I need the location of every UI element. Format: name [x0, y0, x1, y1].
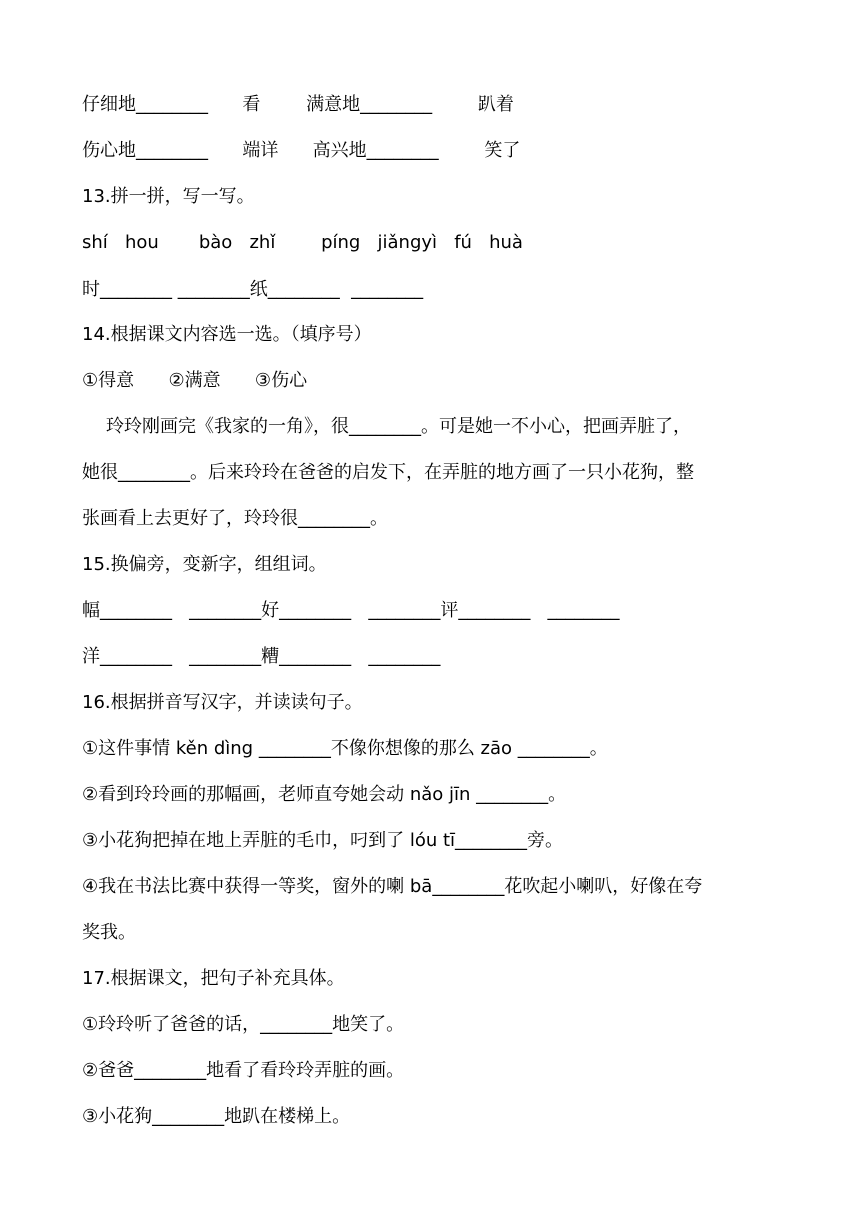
question-15-row-1: 幅________ ________好________ ________评________ ________ — [82, 600, 620, 621]
line-adverb-pairs-2: 伤心地________ 端详 高兴地________ 笑了 — [82, 140, 521, 161]
question-16-item-1: ①这件事情 kěn dìng ________不像你想像的那么 zāo ________。 — [82, 738, 608, 759]
question-17-heading: 17.根据课文，把句子补充具体。 — [82, 968, 345, 989]
line-adverb-pairs-1: 仔细地________ 看 满意地________ 趴着 — [82, 94, 514, 115]
question-13-blanks: 时________ ________纸________ ________ — [82, 279, 424, 300]
question-14-passage-line-2: 她很________。后来玲玲在爸爸的启发下，在弄脏的地方画了一只小花狗，整 — [82, 462, 694, 483]
question-14-passage-line-3: 张画看上去更好了，玲玲很________。 — [82, 508, 388, 529]
question-15-heading: 15.换偏旁，变新字，组组词。 — [82, 554, 327, 575]
question-16-item-4-line-1: ④我在书法比赛中获得一等奖，窗外的喇 bā________花吹起小喇叭，好像在夸 — [82, 876, 703, 897]
question-17-item-1: ①玲玲听了爸爸的话，________地笑了。 — [82, 1014, 405, 1035]
question-17-item-2: ②爸爸________地看了看玲玲弄脏的画。 — [82, 1060, 405, 1081]
question-17-item-3: ③小花狗________地趴在楼梯上。 — [82, 1106, 351, 1127]
question-15-row-2: 洋________ ________糟________ ________ — [82, 646, 441, 667]
question-16-heading: 16.根据拼音写汉字，并读读句子。 — [82, 692, 363, 713]
question-14-passage-line-1: 玲玲刚画完《我家的一角》，很________。可是她一不小心，把画弄脏了， — [106, 416, 691, 437]
question-16-item-3: ③小花狗把掉在地上弄脏的毛巾，叼到了 lóu tī________旁。 — [82, 830, 564, 851]
question-13-heading: 13.拼一拼，写一写。 — [82, 186, 255, 207]
question-14-options: ①得意 ②满意 ③伤心 — [82, 370, 308, 391]
question-16-item-4-line-2: 奖我。 — [82, 922, 136, 943]
question-16-item-2: ②看到玲玲画的那幅画，老师直夸她会动 nǎo jīn ________。 — [82, 784, 567, 805]
question-14-heading: 14.根据课文内容选一选。（填序号） — [82, 324, 372, 345]
question-13-pinyin: shí hou bào zhǐ píng jiǎngyì fú huà — [82, 232, 523, 253]
